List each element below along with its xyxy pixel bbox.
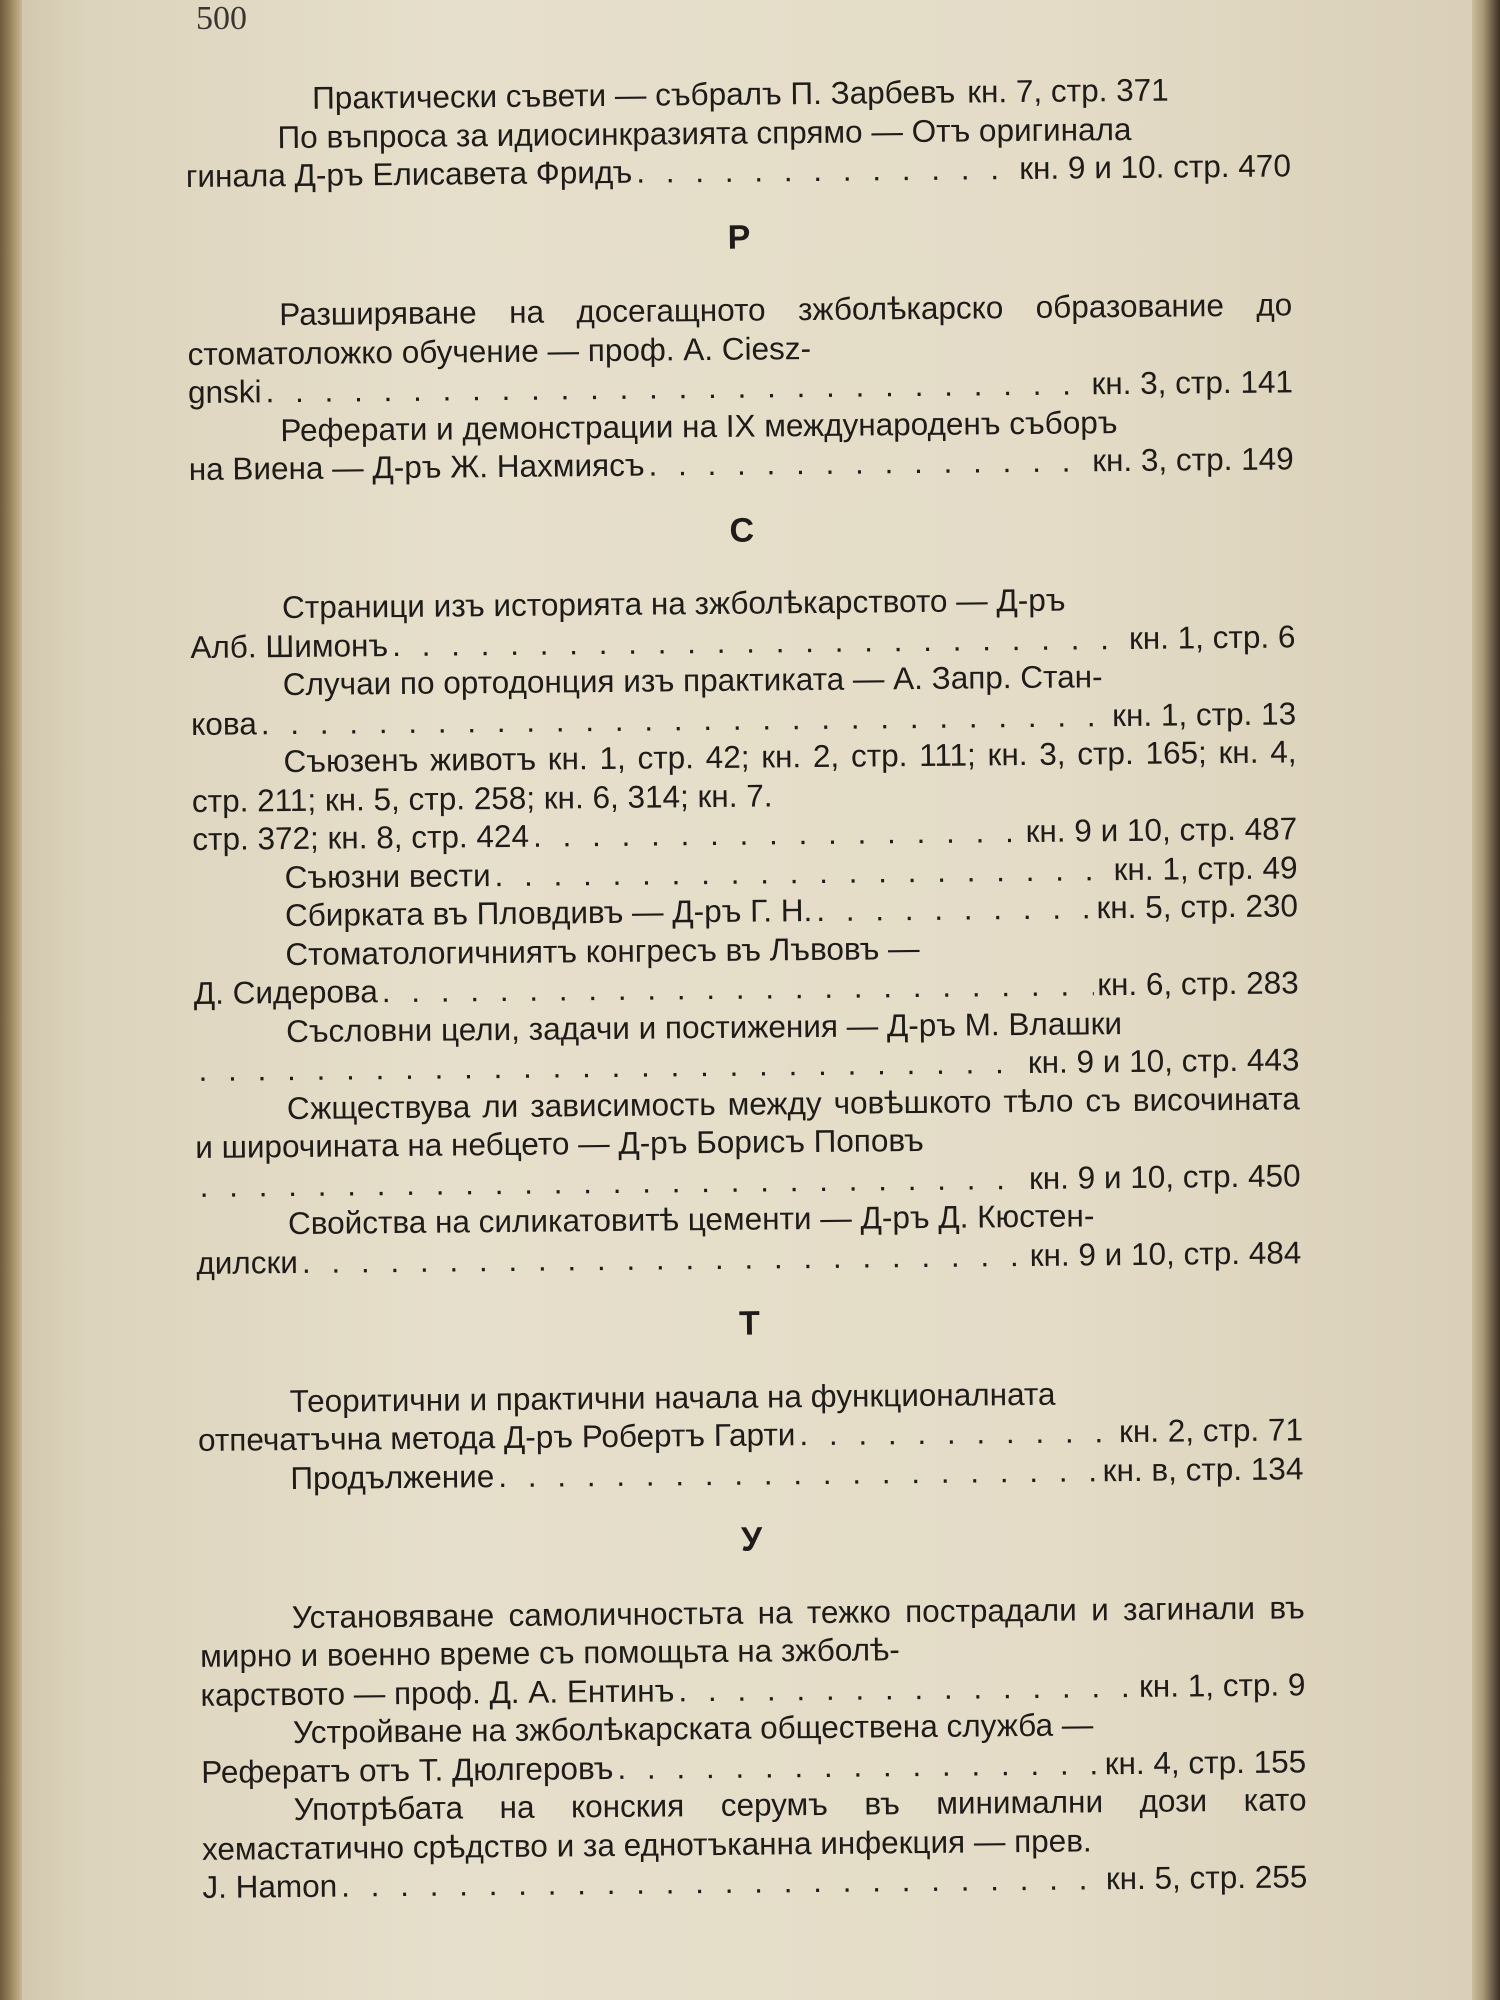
entry-ref: кн. 9 и 10, стр. 484 bbox=[1029, 1233, 1302, 1273]
dot-leader bbox=[498, 1451, 1099, 1495]
index-entry bbox=[185, 108, 1291, 196]
index-entry bbox=[198, 1372, 1304, 1460]
dot-leader bbox=[648, 441, 1088, 484]
book-spine bbox=[0, 0, 22, 2000]
entry-tail: Д. Сидерова bbox=[193, 973, 378, 1011]
index-entry bbox=[194, 1002, 1300, 1090]
entry-tail: кова bbox=[191, 704, 257, 742]
entry-ref: кн. 5, стр. 230 bbox=[1096, 887, 1299, 926]
entry-text: По въпроса за идиосинкразията спрямо — Отъ оригиналa bbox=[277, 110, 1132, 155]
entry-text: Случаи по ортодонция изъ практиката — А. Запр. Стан- bbox=[282, 658, 1103, 703]
index-entry bbox=[200, 1588, 1306, 1714]
index-entry bbox=[201, 1703, 1307, 1791]
entry-text: Теоритични и практични начала на функционалната bbox=[289, 1375, 1056, 1419]
entry-text: Съсловни цели, задачи и постижения — Д-ръ М. Влашки bbox=[285, 1004, 1123, 1049]
entry-ref: кн. 5, стр. 255 bbox=[1105, 1858, 1308, 1897]
index-entry bbox=[188, 401, 1294, 489]
section-letter: У bbox=[740, 1520, 763, 1559]
section-letter: Р bbox=[727, 218, 751, 257]
entry-text: Сжществува ли зависимость между човѣшкото тѣло съ височината и широчината на небцето — Д-ръ Борисъ Поповъ bbox=[195, 1079, 1300, 1165]
entry-text: Стоматологичниятъ конгресъ въ Лъвовъ — bbox=[285, 929, 920, 972]
entry-tail: Алб. Шимонъ bbox=[190, 626, 389, 665]
entry-text: Установяване самоличностьта на тежко пострадали и загинали въ мирно и военно време съ помощьта на зжболѣ- bbox=[199, 1588, 1305, 1674]
dot-leader bbox=[382, 965, 1094, 1010]
entry-ref: кн. 9 и 10, стр. 443 bbox=[1027, 1041, 1300, 1080]
entry-tail: отпечатъчна метода Д-ръ Робертъ Гарти bbox=[197, 1416, 796, 1458]
entry-ref: кн. 6, стр. 283 bbox=[1097, 964, 1299, 1003]
index-entry bbox=[190, 578, 1296, 666]
dot-leader bbox=[341, 1859, 1102, 1905]
index-entry bbox=[191, 732, 1297, 858]
entry-tail: J. Hamon bbox=[202, 1867, 338, 1905]
section-letter: Т bbox=[738, 1304, 761, 1343]
entry-tail: стр. 372; кн. 8, стр. 424 bbox=[192, 817, 530, 857]
dot-leader bbox=[302, 1235, 1026, 1280]
dot-leader bbox=[533, 812, 1022, 855]
entry-tail: Продължение bbox=[290, 1457, 495, 1496]
entry-tail: Сбирката въ Пловдивъ — Д-ръ Г. Н. bbox=[284, 892, 813, 934]
entry-tail: Съюзни вести bbox=[284, 856, 491, 895]
entry-text: Свойства на силикатовитѣ цементи — Д-ръ Д. Кюстен- bbox=[287, 1197, 1095, 1242]
entry-ref: кн. 1, стр. 49 bbox=[1113, 848, 1298, 887]
index-entry bbox=[201, 1780, 1307, 1906]
index-entry bbox=[196, 1194, 1302, 1282]
dot-leader bbox=[799, 1412, 1115, 1454]
entry-text: Страници изъ историята на зжболѣкарството — Д-ръ bbox=[281, 581, 1066, 626]
dot-leader bbox=[617, 1744, 1101, 1787]
index-entry bbox=[191, 655, 1297, 743]
section-letter: С bbox=[729, 511, 755, 550]
entry-tail: Рефератъ отъ Т. Дюлгеровъ bbox=[201, 1749, 614, 1790]
entry-title: Практически съвети — събралъ П. Зарбевъ bbox=[312, 73, 956, 116]
entry-text: Устройване на зжболѣкарската обществена служба — bbox=[292, 1706, 1094, 1751]
entry-ref: кн. 3, стр. 149 bbox=[1092, 440, 1294, 479]
entry-tail: карството — проф. Д. А. Ентинъ bbox=[200, 1671, 675, 1713]
entry-ref: кн. 1, стр. 13 bbox=[1112, 694, 1297, 733]
entry-text: Употрѣбата на конския серумъ въ минимални дози като хемастатично срѣдство и за еднотъканна инфекция — прев. bbox=[201, 1781, 1307, 1867]
entry-tail: на Виена — Д-ръ Ж. Нахмиясъ bbox=[188, 446, 645, 487]
entry-ref: кн. 1, стр. 6 bbox=[1128, 617, 1296, 656]
entry-ref: кн. в, стр. 134 bbox=[1102, 1449, 1304, 1488]
index-entry bbox=[193, 925, 1299, 1013]
entry-tail: gnski bbox=[187, 373, 262, 410]
entry-ref: кн. 4, стр. 155 bbox=[1104, 1742, 1307, 1781]
index-entry bbox=[195, 1079, 1301, 1205]
index-content bbox=[185, 69, 1307, 1906]
dot-leader bbox=[636, 149, 1015, 191]
entry-ref: кн. 9 и 10. стр. 470 bbox=[1019, 147, 1292, 186]
index-entry bbox=[187, 285, 1293, 411]
page-edge bbox=[1472, 0, 1500, 2000]
dot-leader bbox=[816, 888, 1093, 929]
entry-ref: кн. 7, стр. 371 bbox=[967, 71, 1169, 110]
entry-ref: кн. 9 и 10, стр. 450 bbox=[1028, 1156, 1301, 1196]
entry-text: Съюзенъ животъ кн. 1, стр. 42; кн. 2, стр. 111; кн. 3, стр. 165; кн. 4, стр. 211; кн. 5, стр. 258; кн. 6, 314; кн. 7. bbox=[191, 733, 1297, 819]
dot-leader bbox=[494, 850, 1109, 894]
page-number: 500 bbox=[196, 0, 247, 37]
entry-ref: кн. 2, стр. 71 bbox=[1118, 1411, 1304, 1450]
entry-ref: кн. 3, стр. 141 bbox=[1091, 363, 1294, 402]
entry-ref: кн. 9 и 10, стр. 487 bbox=[1025, 810, 1298, 849]
entry-text: Разширяване на досегащното зжболѣкарско образование до стоматоложко обучение — проф. А. Ciesz- bbox=[187, 286, 1293, 372]
entry-text: Реферати и демонстрации на IX международенъ съборъ bbox=[280, 403, 1118, 448]
dot-leader bbox=[678, 1666, 1135, 1709]
entry-ref: кн. 1, стр. 9 bbox=[1138, 1665, 1306, 1704]
entry-tail: дилски bbox=[196, 1243, 299, 1281]
entry-tail: гинала Д-ръ Елисавета Фридъ bbox=[185, 153, 633, 194]
